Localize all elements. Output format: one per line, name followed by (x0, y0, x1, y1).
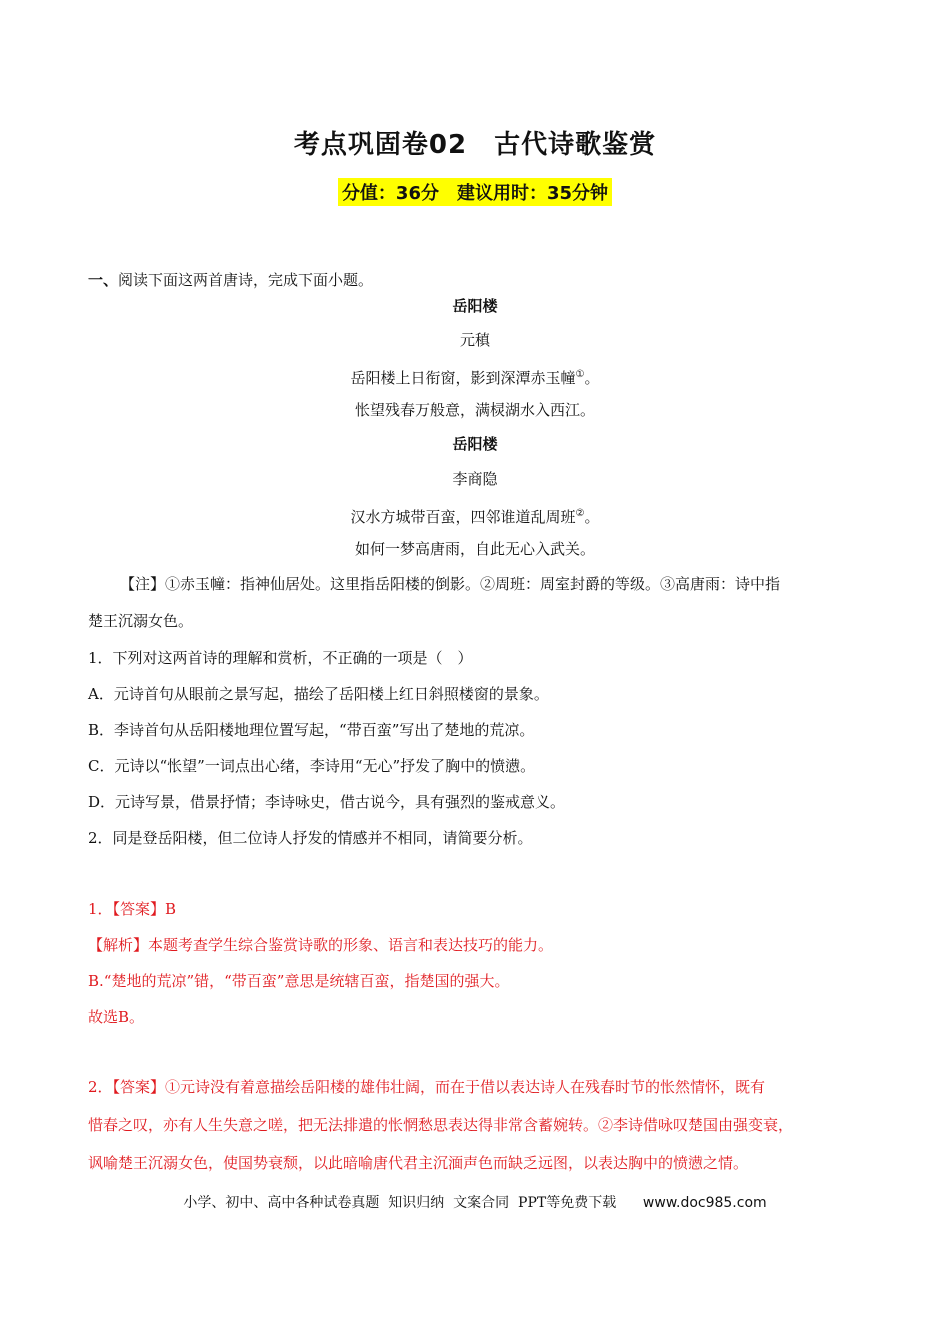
note-line2: 楚王沉溺女色。 (88, 612, 194, 630)
option-b: B．李诗首句从岳阳楼地理位置写起，“带百蛮”写出了楚地的荒凉。 (88, 721, 535, 739)
answer-1-explain: B.“楚地的荒凉”错，“带百蛮”意思是统辖百蛮，指楚国的强大。 (88, 972, 510, 990)
answer-2-line3: 讽喻楚王沉溺女色，使国势衰颓，以此暗喻唐代君主沉湎声色而缺乏远图，以表达胸中的愤懑之情。 (88, 1154, 749, 1172)
note-label: 【注】 (120, 575, 166, 593)
note-line1-text: ①赤玉幢：指神仙居处。这里指岳阳楼的倒影。②周班：周室封爵的等级。③高唐雨：诗中指 (165, 575, 781, 593)
section-intro (88, 270, 868, 290)
poem2-line2: 如何一梦高唐雨，自此无心入武关。 (354, 540, 595, 558)
option-a: A．元诗首句从眼前之景写起，描绘了岳阳楼上红日斜照楼窗的景象。 (88, 685, 549, 703)
option-d: D．元诗写景，借景抒情；李诗咏史，借古说今，具有强烈的鉴戒意义。 (88, 793, 566, 811)
poem2-note-mark: ② (575, 508, 585, 519)
question-1: 1．下列对这两首诗的理解和赏析，不正确的一项是（ ） (88, 649, 473, 667)
subtitle-wrap (0, 178, 950, 206)
footer-url[interactable]: www.doc985.com (642, 1195, 767, 1211)
poem2-line1-end: 。 (584, 508, 600, 526)
poem1-line1-text: 岳阳楼上日衔窗，影到深潭赤玉幢 (350, 369, 576, 387)
section-intro-text: 阅读下面这两首唐诗，完成下面小题。 (118, 271, 374, 289)
footer-text: 小学、初中、高中各种试卷真题 知识归纳 文案合同 PPT等免费下载 (183, 1195, 617, 1211)
answer-1-conclusion: 故选B。 (88, 1008, 145, 1026)
poem1-line1-end: 。 (584, 369, 600, 387)
poem2-line1 (0, 504, 950, 527)
poem1-title: 岳阳楼 (452, 297, 498, 315)
poem1-author: 元稹 (459, 331, 490, 349)
option-c: C．元诗以“怅望”一词点出心绪，李诗用“无心”抒发了胸中的愤懑。 (88, 757, 536, 775)
question-2: 2．同是登岳阳楼，但二位诗人抒发的情感并不相同，请简要分析。 (88, 829, 533, 847)
answer-2-line1: 2．【答案】①元诗没有着意描绘岳阳楼的雄伟壮阔，而在于借以表达诗人在残春时节的怅然情怀，既有 (88, 1078, 766, 1096)
poem2-author: 李商隐 (452, 470, 498, 488)
poem1-note-mark: ① (575, 369, 585, 380)
page-subtitle: 分值：36分 建议用时：35分钟 (338, 178, 612, 206)
answer-1-label: 1．【答案】B (88, 900, 177, 918)
page-footer (0, 1192, 950, 1212)
answer-1-analysis: 【解析】本题考查学生综合鉴赏诗歌的形象、语言和表达技巧的能力。 (88, 936, 554, 954)
note-line1 (120, 574, 900, 594)
poem1-line1 (0, 365, 950, 388)
section-heading: 一、 (88, 271, 119, 289)
poem2-title: 岳阳楼 (452, 435, 498, 453)
answer-2-line2: 惜春之叹，亦有人生失意之嗟，把无法排遣的怅惘愁思表达得非常含蓄婉转。②李诗借咏叹楚国由强变衰， (88, 1116, 794, 1134)
poem2-line1-text: 汉水方城带百蛮，四邻谁道乱周班 (350, 508, 576, 526)
poem1-line2: 怅望残春万般意，满棂湖水入西江。 (354, 401, 595, 419)
page-title: 考点巩固卷02 古代诗歌鉴赏 (293, 130, 657, 160)
